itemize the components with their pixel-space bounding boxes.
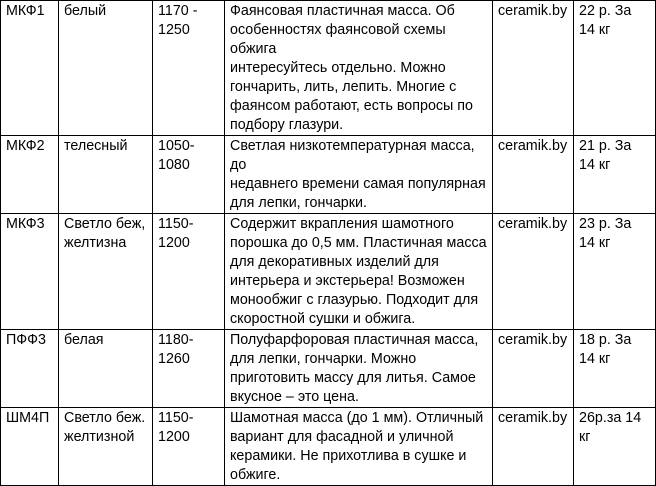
temperature-cell: 1150- 1200 <box>153 408 225 486</box>
description-cell: Светлая низкотемпературная масса, до недавнего времени самая популярная для лепки, гончарки. <box>225 136 493 214</box>
code-cell: ПФФ3 <box>1 330 59 408</box>
color-cell: Светло беж, желтизна <box>59 214 153 330</box>
temperature-cell: 1150- 1200 <box>153 214 225 330</box>
site-cell: ceramik.by <box>493 330 574 408</box>
description-cell: Шамотная масса (до 1 мм). Отличный вариант для фасадной и уличной керамики. Не прихотлива в сушке и обжиге. <box>225 408 493 486</box>
table-row <box>1 136 656 214</box>
temperature-cell: 1180- 1260 <box>153 330 225 408</box>
temperature-cell: 1170 - 1250 <box>153 1 225 136</box>
code-cell: МКФ2 <box>1 136 59 214</box>
price-cell: 18 р. За 14 кг <box>574 330 656 408</box>
price-cell: 22 р. За 14 кг <box>574 1 656 136</box>
color-cell: белая <box>59 330 153 408</box>
price-cell: 23 р. За 14 кг <box>574 214 656 330</box>
site-cell: ceramik.by <box>493 214 574 330</box>
description-cell: Содержит вкрапления шамотного порошка до 0,5 мм. Пластичная масса для декоративных изделий для интерьера и экстерьера! Возможен монообжиг с глазурью. Подходит для скоростной сушки и обжига. <box>225 214 493 330</box>
color-cell: белый <box>59 1 153 136</box>
table-row <box>1 1 656 136</box>
code-cell: МКФ3 <box>1 214 59 330</box>
price-cell: 21 р. За 14 кг <box>574 136 656 214</box>
temperature-cell: 1050- 1080 <box>153 136 225 214</box>
color-cell: Светло беж. желтизной <box>59 408 153 486</box>
site-cell: ceramik.by <box>493 1 574 136</box>
site-cell: ceramik.by <box>493 136 574 214</box>
code-cell: МКФ1 <box>1 1 59 136</box>
code-cell: ШМ4П <box>1 408 59 486</box>
color-cell: телесный <box>59 136 153 214</box>
description-cell: Полуфарфоровая пластичная масса, для лепки, гончарки. Можно приготовить массу для литья. Самое вкусное – это цена. <box>225 330 493 408</box>
table-row <box>1 330 656 408</box>
description-cell: Фаянсовая пластичная масса. Об особенностях фаянсовой схемы обжига интересуйтесь отдельно. Можно гончарить, лить, лепить. Многие с фаянсом работают, есть вопросы по подбору глазури. <box>225 1 493 136</box>
site-cell: ceramik.by <box>493 408 574 486</box>
price-cell: 26р.за 14 кг <box>574 408 656 486</box>
table-row <box>1 408 656 486</box>
table-row <box>1 214 656 330</box>
